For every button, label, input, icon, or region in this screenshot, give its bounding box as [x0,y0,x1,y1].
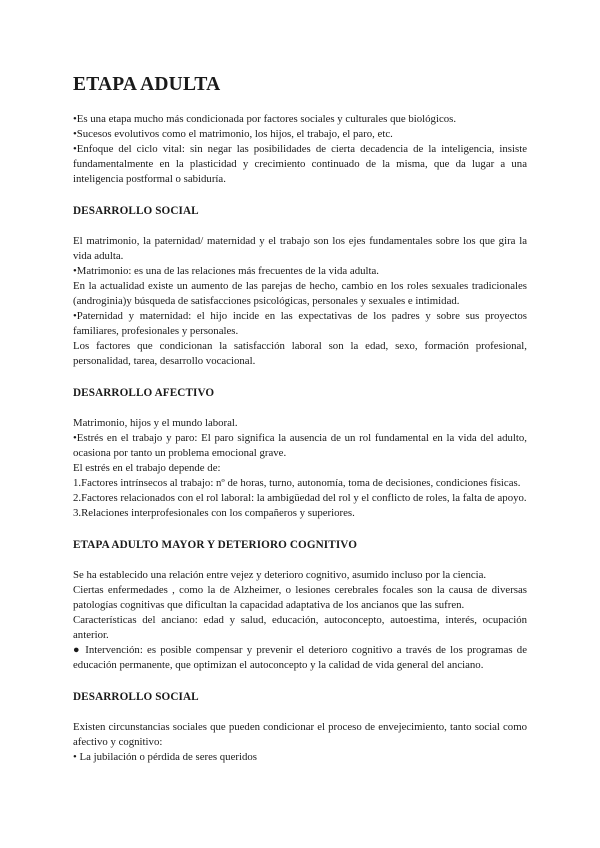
section-paragraph: •Estrés en el trabajo y paro: El paro significa la ausencia de un rol fundamental en la vida del adulto, ocasiona por tanto un problema emocional grave. [73,432,527,459]
section-paragraph: Características del anciano: edad y salud, educación, autoconcepto, autoestima, interés, ocupación anterior. [73,614,527,641]
section-heading: DESARROLLO AFECTIVO [73,387,215,399]
intro-paragraph: •Sucesos evolutivos como el matrimonio, los hijos, el trabajo, el paro, etc. [73,128,393,140]
section-heading: DESARROLLO SOCIAL [73,691,199,703]
intro-paragraph: •Enfoque del ciclo vital: sin negar las posibilidades de cierta decadencia de la inteligencia, insiste fundamentalmente en la plasticidad y crecimiento continuado de la misma, que da lugar a una inteligencia postformal o sabiduría. [73,143,527,185]
page-title: ETAPA ADULTA [73,74,221,95]
section-paragraph: Existen circunstancias sociales que pueden condicionar el proceso de envejecimiento, tanto social como afectivo y cognitivo: [73,721,527,748]
section-paragraph: • La jubilación o pérdida de seres queridos [73,751,257,763]
section-heading: ETAPA ADULTO MAYOR Y DETERIORO COGNITIVO [73,539,358,551]
section-paragraph: Ciertas enfermedades , como la de Alzheimer, o lesiones cerebrales focales son la causa de diversas patologías cognitivas que dificultan la capacidad adaptativa de los ancianos que las sufren. [73,584,527,611]
section-paragraph: 3.Relaciones interprofesionales con los compañeros y superiores. [73,507,355,519]
intro-paragraph: •Es una etapa mucho más condicionada por factores sociales y culturales que biológicos. [73,113,457,125]
section-paragraph: ● Intervención: es posible compensar y prevenir el deterioro cognitivo a través de los programas de educación permanente, que optimizan el autoconcepto y la calidad de vida general del anciano. [73,644,527,671]
section-etapa-adulto-mayor [73,539,527,673]
section-paragraph: •Matrimonio: es una de las relaciones más frecuentes de la vida adulta. [73,265,379,277]
section-paragraph: Se ha establecido una relación entre vejez y deterioro cognitivo, asumido incluso por la ciencia. [73,569,487,581]
section-paragraph: •Paternidad y maternidad: el hijo incide en las expectativas de los padres y sobre sus proyectos familiares, profesionales y personales. [73,310,527,337]
section-paragraph: El estrés en el trabajo depende de: [73,462,221,474]
section-paragraph: El matrimonio, la paternidad/ maternidad y el trabajo son los ejes fundamentales sobre los que gira la vida adulta. [73,235,527,262]
section-paragraph: Matrimonio, hijos y el mundo laboral. [73,417,238,429]
section-paragraph: 1.Factores intrínsecos al trabajo: nº de horas, turno, autonomía, toma de decisiones, condiciones físicas. [73,477,521,489]
section-desarrollo-afectivo [73,387,527,521]
section-paragraph: En la actualidad existe un aumento de las parejas de hecho, cambio en los roles sexuales tradicionales (androginia)y búsqueda de satisfacciones psicológicas, personales y sexuales e intimidad. [73,280,527,307]
section-paragraph: 2.Factores relacionados con el rol laboral: la ambigüedad del rol y el conflicto de roles, la falta de apoyo. [73,492,527,504]
section-heading: DESARROLLO SOCIAL [73,205,199,217]
section-paragraph: Los factores que condicionan la satisfacción laboral son la edad, sexo, formación profesional, personalidad, tarea, desarrollo vocacional. [73,340,527,367]
section-desarrollo-social-2 [73,691,527,765]
section-desarrollo-social [73,205,527,369]
intro-block [73,112,527,187]
